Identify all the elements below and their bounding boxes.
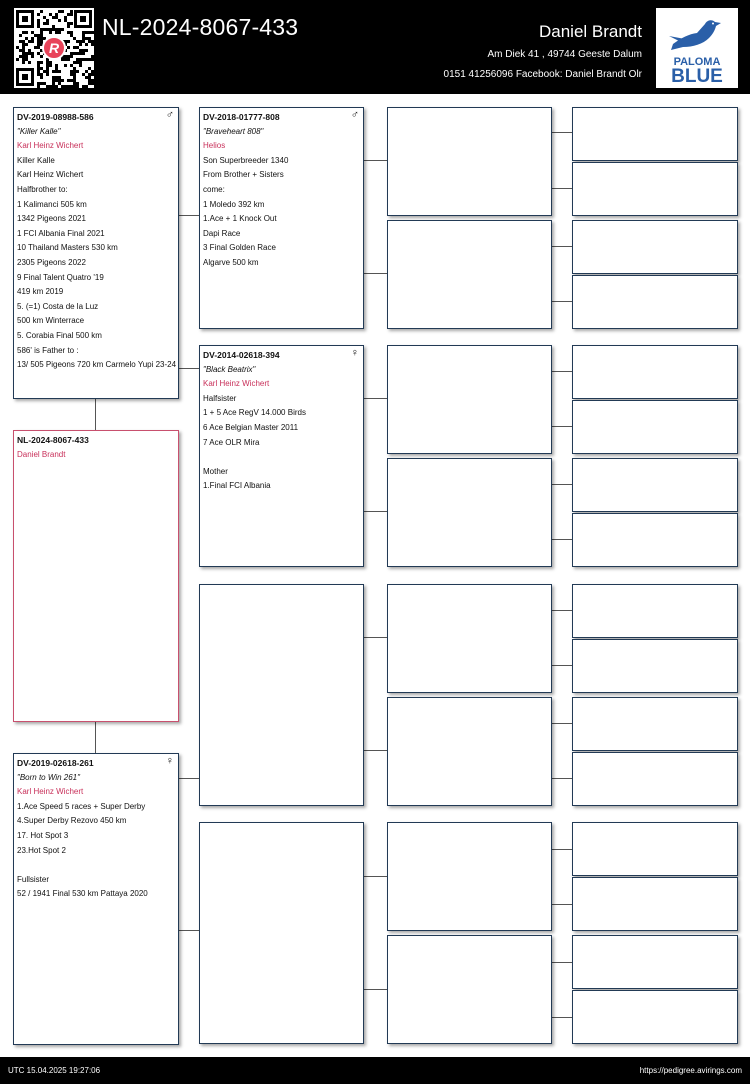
note-line: 6 Ace Belgian Master 2011 (203, 422, 299, 432)
bird-notes (203, 154, 360, 271)
ring-number: NL-2024-8067-433 (17, 435, 89, 445)
connector (363, 989, 387, 990)
paloma-blue-logo (656, 8, 738, 88)
connector (363, 511, 387, 512)
connector (551, 849, 572, 850)
connector (363, 876, 387, 877)
note-line: 13/ 505 Pigeons 720 km Carmelo Yupi 23-24 (17, 360, 177, 370)
connector (551, 610, 572, 611)
bird-name: "Black Beatrix" (203, 364, 256, 374)
note-line: 5. Corabia Final 500 km (17, 330, 102, 340)
note-line: 586' is Father to : (17, 345, 79, 355)
note-line: 1.Ace + 1 Knock Out (203, 214, 277, 224)
note-line: 7 Ace OLR Mira (203, 437, 260, 447)
note-line: 1.Final FCI Albania (203, 481, 271, 491)
pedigree-card-dam-dam[interactable] (199, 822, 364, 1044)
note-line: 500 km Winterrace (17, 316, 85, 326)
pedigree-card-gen4[interactable] (572, 220, 738, 274)
pedigree-card-gen4[interactable] (572, 877, 738, 931)
pedigree-card-dam-sire[interactable] (199, 584, 364, 806)
note-line: 1 + 5 Ace RegV 14.000 Birds (203, 408, 306, 418)
note-line: 1 Moledo 392 km (203, 199, 265, 209)
ring-number: DV-2019-02618-261 (17, 758, 94, 768)
qr-code-icon (14, 8, 94, 88)
note-line: Dapi Race (203, 228, 241, 238)
note-line: Fullsister (17, 874, 50, 884)
owner-contact: 0151 41256096 Facebook: Daniel Brandt Olr (443, 69, 642, 80)
bird-notes (17, 154, 175, 373)
owner-address: Am Diek 41 , 49744 Geeste Dalum (487, 49, 642, 60)
breeder-name: Karl Heinz Wichert (203, 379, 270, 389)
pedigree-card-gen3[interactable] (387, 584, 552, 693)
note-line: 10 Thailand Masters 530 km (17, 243, 118, 253)
connector (363, 160, 387, 161)
breeder-name: Karl Heinz Wichert (17, 141, 84, 151)
female-icon: ♀ (165, 755, 174, 767)
pedigree-card-sire[interactable] (13, 107, 179, 399)
pedigree-card-gen4[interactable] (572, 162, 738, 216)
note-line: 1 FCI Albania Final 2021 (17, 228, 105, 238)
pedigree-card-dam[interactable] (13, 753, 179, 1045)
note-line: 17. Hot Spot 3 (17, 830, 69, 840)
female-icon: ♀ (350, 347, 359, 359)
ring-number: DV-2014-02618-394 (203, 350, 280, 360)
male-icon: ♂ (350, 109, 359, 121)
connector (178, 215, 199, 216)
page-footer (0, 1057, 750, 1084)
pedigree-card-gen4[interactable] (572, 822, 738, 876)
bird-name: "Braveheart 808" (203, 126, 264, 136)
bird-notes (17, 800, 175, 902)
pedigree-card-gen4[interactable] (572, 697, 738, 751)
note-line: 4.Super Derby Rezovo 450 km (17, 816, 127, 826)
pedigree-card-gen3[interactable] (387, 220, 552, 329)
pedigree-card-gen4[interactable] (572, 584, 738, 638)
pedigree-card-gen4[interactable] (572, 990, 738, 1044)
connector (551, 188, 572, 189)
breeder-name: Karl Heinz Wichert (17, 787, 84, 797)
note-line: 1.Ace Speed 5 races + Super Derby (17, 801, 146, 811)
male-icon: ♂ (165, 109, 174, 121)
note-line: 23.Hot Spot 2 (17, 845, 66, 855)
pedigree-card-gen3[interactable] (387, 345, 552, 454)
note-line: come: (203, 184, 225, 194)
pedigree-card-gen4[interactable] (572, 458, 738, 512)
connector (178, 930, 199, 931)
connector (551, 246, 572, 247)
connector (551, 665, 572, 666)
note-line: 1342 Pigeons 2021 (17, 214, 86, 224)
note-line: Killer Kalle (17, 155, 55, 165)
pigeon-icon (667, 14, 727, 56)
pedigree-card-gen4[interactable] (572, 935, 738, 989)
connector (551, 778, 572, 779)
connector (363, 398, 387, 399)
pedigree-card-gen3[interactable] (387, 935, 552, 1044)
bird-notes (203, 392, 360, 494)
logo-text-top: PALOMA (673, 56, 721, 68)
connector (551, 723, 572, 724)
pedigree-card-gen4[interactable] (572, 275, 738, 329)
pedigree-card-gen4[interactable] (572, 752, 738, 806)
pedigree-card-gen3[interactable] (387, 697, 552, 806)
connector (551, 301, 572, 302)
note-line: 9 Final Talent Quatro '19 (17, 272, 104, 282)
note-line: Algarve 500 km (203, 257, 259, 267)
pedigree-card-sire-sire[interactable] (199, 107, 364, 329)
note-line: 1 Kalimanci 505 km (17, 199, 87, 209)
pedigree-card-main[interactable] (13, 430, 179, 722)
pedigree-card-gen3[interactable] (387, 822, 552, 931)
footer-link[interactable]: https://pedigree.avirings.com (639, 1066, 742, 1075)
connector (178, 778, 199, 779)
note-line: Son Superbreeder 1340 (203, 155, 289, 165)
connector (95, 722, 96, 753)
pedigree-header (0, 0, 750, 94)
note-line: 2305 Pigeons 2022 (17, 257, 86, 267)
logo-text-bottom: BLUE (671, 66, 723, 87)
pedigree-card-gen4[interactable] (572, 107, 738, 161)
note-line: 3 Final Golden Race (203, 243, 276, 253)
connector (363, 750, 387, 751)
breeder-name: Daniel Brandt (17, 449, 66, 459)
connector (95, 399, 96, 430)
bird-name: "Born to Win 261" (17, 772, 80, 782)
owner-name: Daniel Brandt (538, 22, 642, 41)
pedigree-card-gen4[interactable] (572, 639, 738, 693)
note-line: Mother (203, 466, 228, 476)
pedigree-card-gen4[interactable] (572, 513, 738, 567)
note-line: Karl Heinz Wichert (17, 170, 84, 180)
bird-name: "Killer Kalle" (17, 126, 61, 136)
pedigree-card-gen3[interactable] (387, 107, 552, 216)
connector (551, 426, 572, 427)
qr-code[interactable] (14, 8, 94, 88)
pedigree-card-gen3[interactable] (387, 458, 552, 567)
note-line: Halfsister (203, 393, 237, 403)
connector (363, 637, 387, 638)
connector (551, 484, 572, 485)
ring-number: DV-2019-08988-586 (17, 112, 94, 122)
connector (551, 539, 572, 540)
note-line (203, 450, 360, 465)
page-title: NL-2024-8067-433 (102, 14, 299, 40)
connector (551, 962, 572, 963)
svg-text:R: R (48, 40, 60, 56)
pedigree-card-gen4[interactable] (572, 345, 738, 399)
connector (551, 1017, 572, 1018)
note-line: Halfbrother to: (17, 184, 68, 194)
note-line: From Brother + Sisters (203, 170, 284, 180)
breeder-name: Helios (203, 141, 226, 151)
ring-number: DV-2018-01777-808 (203, 112, 280, 122)
note-line: 52 / 1941 Final 530 km Pattaya 2020 (17, 889, 148, 899)
note-line (17, 858, 175, 873)
connector (551, 904, 572, 905)
connector (178, 368, 199, 369)
timestamp: UTC 15.04.2025 19:27:06 (8, 1066, 101, 1075)
pedigree-card-gen4[interactable] (572, 400, 738, 454)
connector (551, 132, 572, 133)
note-line: 419 km 2019 (17, 287, 64, 297)
note-line: 5. (=1) Costa de la Luz (17, 301, 99, 311)
pedigree-card-sire-dam[interactable] (199, 345, 364, 567)
connector (363, 273, 387, 274)
connector (551, 371, 572, 372)
